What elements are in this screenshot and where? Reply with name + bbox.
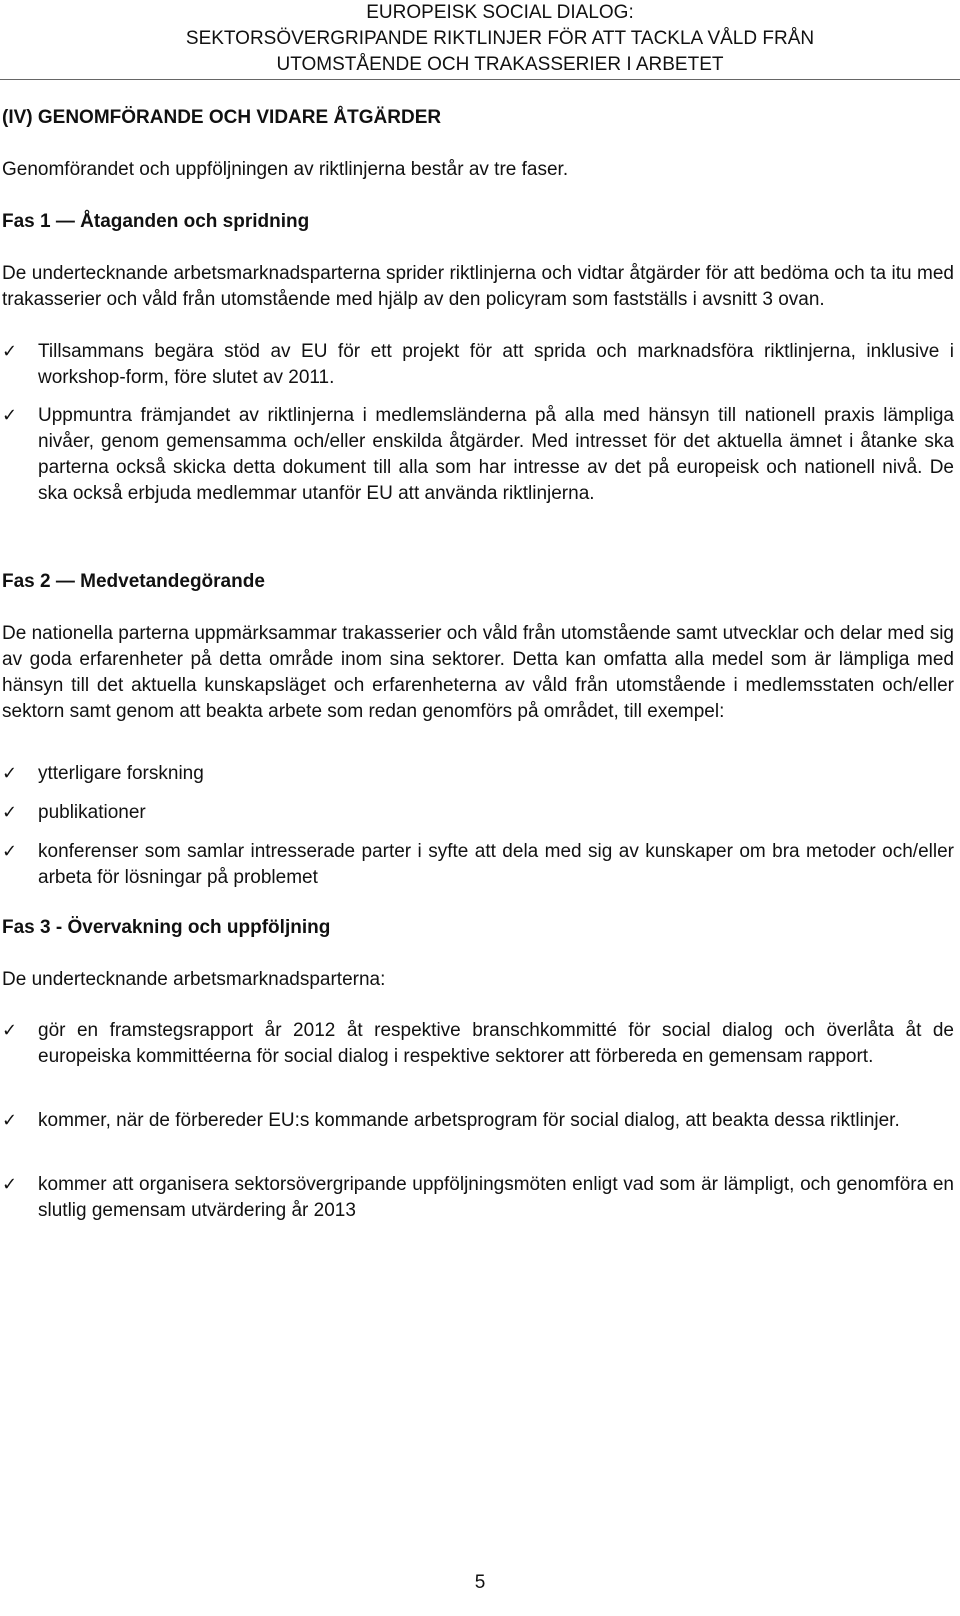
fas2-list-item <box>2 800 954 826</box>
section-heading: (IV) GENOMFÖRANDE OCH VIDARE ÅTGÄRDER <box>2 107 442 128</box>
fas2-item-text: konferenser som samlar intresserade parter i syfte att dela med sig av kunskaper om bra metoder och/eller arbeta för lösningar på problemet <box>38 841 954 888</box>
checkmark-icon: ✓ <box>2 341 18 362</box>
fas3-item-text: kommer att organisera sektorsövergripande uppföljningsmöten enligt vad som är lämpligt, och genomföra en slutlig gemensam utvärdering år 2013 <box>38 1174 954 1221</box>
checkmark-icon: ✓ <box>2 841 18 862</box>
page-number: 5 <box>474 1572 486 1593</box>
header-line-1: EUROPEISK SOCIAL DIALOG: <box>366 2 634 23</box>
fas2-paragraph: De nationella parterna uppmärksammar trakasserier och våld från utomstående samt utvecklar och delar med sig av goda erfarenheter på detta område inom sina sektorer. Detta kan omfatta alla medel som är lämpliga med hänsyn till det aktuella kunskapsläget och erfarenheterna av våld från utomstående i medlemsstaten och/eller sektorn samt genom att beakta arbete som redan genomförs på området, till exempel: <box>2 623 954 722</box>
header-line-3: UTOMSTÅENDE OCH TRAKASSERIER I ARBETET <box>276 54 724 75</box>
fas3-item-text: gör en framstegsrapport år 2012 åt respektive branschkommitté för social dialog och överlåta åt de europeiska kommittéerna för social dialog i respektive sektorer att förbereda en gemensam rapport. <box>38 1020 954 1067</box>
checkmark-icon: ✓ <box>2 405 18 426</box>
running-header <box>40 0 960 78</box>
section-intro: Genomförandet och uppföljningen av riktlinjerna består av tre faser. <box>2 159 569 180</box>
checkmark-icon: ✓ <box>2 802 18 823</box>
checkmark-icon: ✓ <box>2 763 18 784</box>
fas2-list-item <box>2 839 954 891</box>
fas3-paragraph: De undertecknande arbetsmarknadsparterna: <box>2 969 386 990</box>
checkmark-icon: ✓ <box>2 1174 18 1195</box>
fas3-list-item <box>2 1172 954 1224</box>
fas2-heading: Fas 2 — Medvetandegörande <box>2 571 265 592</box>
fas1-heading: Fas 1 — Åtaganden och spridning <box>2 211 310 232</box>
fas2-item-text: publikationer <box>38 802 146 823</box>
fas2-list-item <box>2 761 954 787</box>
checkmark-icon: ✓ <box>2 1020 18 1041</box>
fas1-paragraph: De undertecknande arbetsmarknadsparterna sprider riktlinjerna och vidtar åtgärder för att bedöma och ta itu med trakasserier och våld från utomstående med hjälp av den policyram som fastställs i avsnitt 3 ovan. <box>2 263 954 310</box>
fas1-item-text: Uppmuntra främjandet av riktlinjerna i medlemsländerna på alla med hänsyn till nationell praxis lämpliga nivåer, genom gemensamma och/eller enskilda åtgärder. Med intresset för det aktuella ämnet i åtanke ska parterna också skicka detta dokument till alla som har intresse av det på europeisk och nationell nivå. De ska också erbjuda medlemmar utanför EU att använda riktlinjerna. <box>38 405 954 504</box>
fas1-list-item <box>2 403 954 507</box>
fas1-item-text: Tillsammans begära stöd av EU för ett projekt för att sprida och marknadsföra riktlinjerna, inklusive i workshop-form, före slutet av 2011. <box>38 341 954 388</box>
fas3-list-item <box>2 1018 954 1070</box>
header-divider <box>0 79 960 80</box>
fas2-item-text: ytterligare forskning <box>38 763 204 784</box>
fas3-heading: Fas 3 - Övervakning och uppföljning <box>2 917 331 938</box>
checkmark-icon: ✓ <box>2 1110 18 1131</box>
fas3-item-text: kommer, när de förbereder EU:s kommande arbetsprogram för social dialog, att beakta dessa riktlinjer. <box>38 1110 900 1131</box>
header-line-2: SEKTORSÖVERGRIPANDE RIKTLINJER FÖR ATT TACKLA VÅLD FRÅN <box>185 28 815 49</box>
fas1-list-item <box>2 339 954 391</box>
fas3-list-item <box>2 1108 954 1134</box>
